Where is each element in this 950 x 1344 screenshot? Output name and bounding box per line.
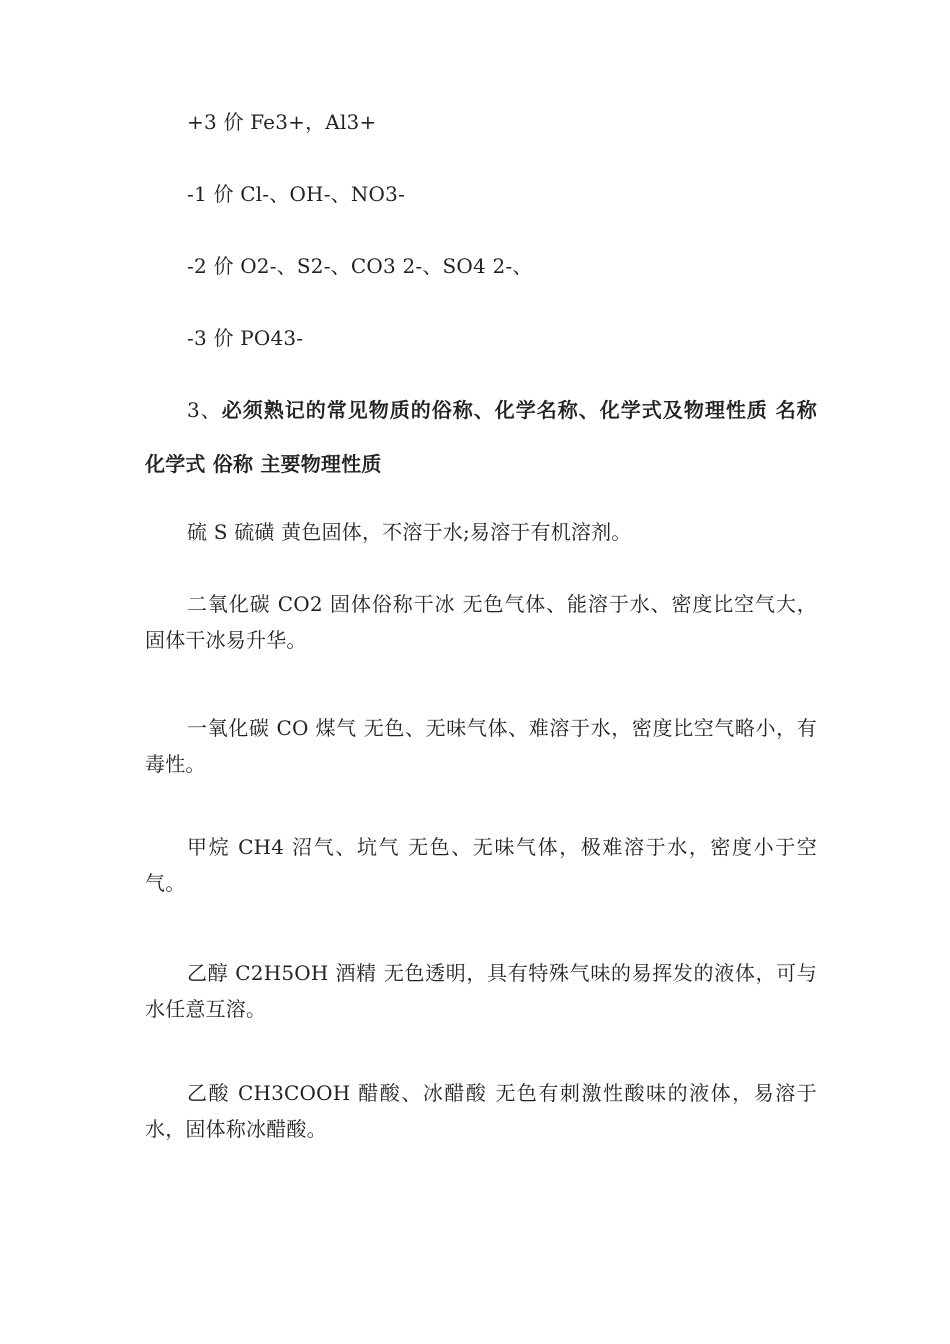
substance-methane: 甲烷 CH4 沼气、坑气 无色、无味气体，极难溶于水，密度小于空气。 <box>145 835 817 895</box>
valence-plus3-line: +3 价 Fe3+，Al3+ <box>187 110 377 134</box>
valence-minus2-line: -2 价 O2-、S2-、CO3 2-、SO4 2-、 <box>187 254 533 278</box>
section-heading-text: 必须熟记的常见物质的俗称、化学名称、化学式及物理性质 名称 化学式 俗称 主要物理性质 <box>145 398 817 476</box>
substance-carbon-dioxide: 二氧化碳 CO2 固体俗称干冰 无色气体、能溶于水、密度比空气大，固体干冰易升华。 <box>145 592 817 652</box>
substance-acetic-acid: 乙酸 CH3COOH 醋酸、冰醋酸 无色有刺激性酸味的液体，易溶于水，固体称冰醋酸。 <box>145 1081 817 1141</box>
substance-carbon-monoxide: 一氧化碳 CO 煤气 无色、无味气体、难溶于水，密度比空气略小，有毒性。 <box>145 716 817 776</box>
substance-sulfur: 硫 S 硫磺 黄色固体，不溶于水;易溶于有机溶剂。 <box>187 520 632 544</box>
section-number: 3、 <box>187 398 222 422</box>
section-heading <box>145 383 817 491</box>
valence-minus1-line: -1 价 Cl-、OH-、NO3- <box>187 182 406 206</box>
substance-ethanol: 乙醇 C2H5OH 酒精 无色透明，具有特殊气味的易挥发的液体，可与水任意互溶。 <box>145 961 817 1021</box>
valence-minus3-line: -3 价 PO43- <box>187 326 304 350</box>
